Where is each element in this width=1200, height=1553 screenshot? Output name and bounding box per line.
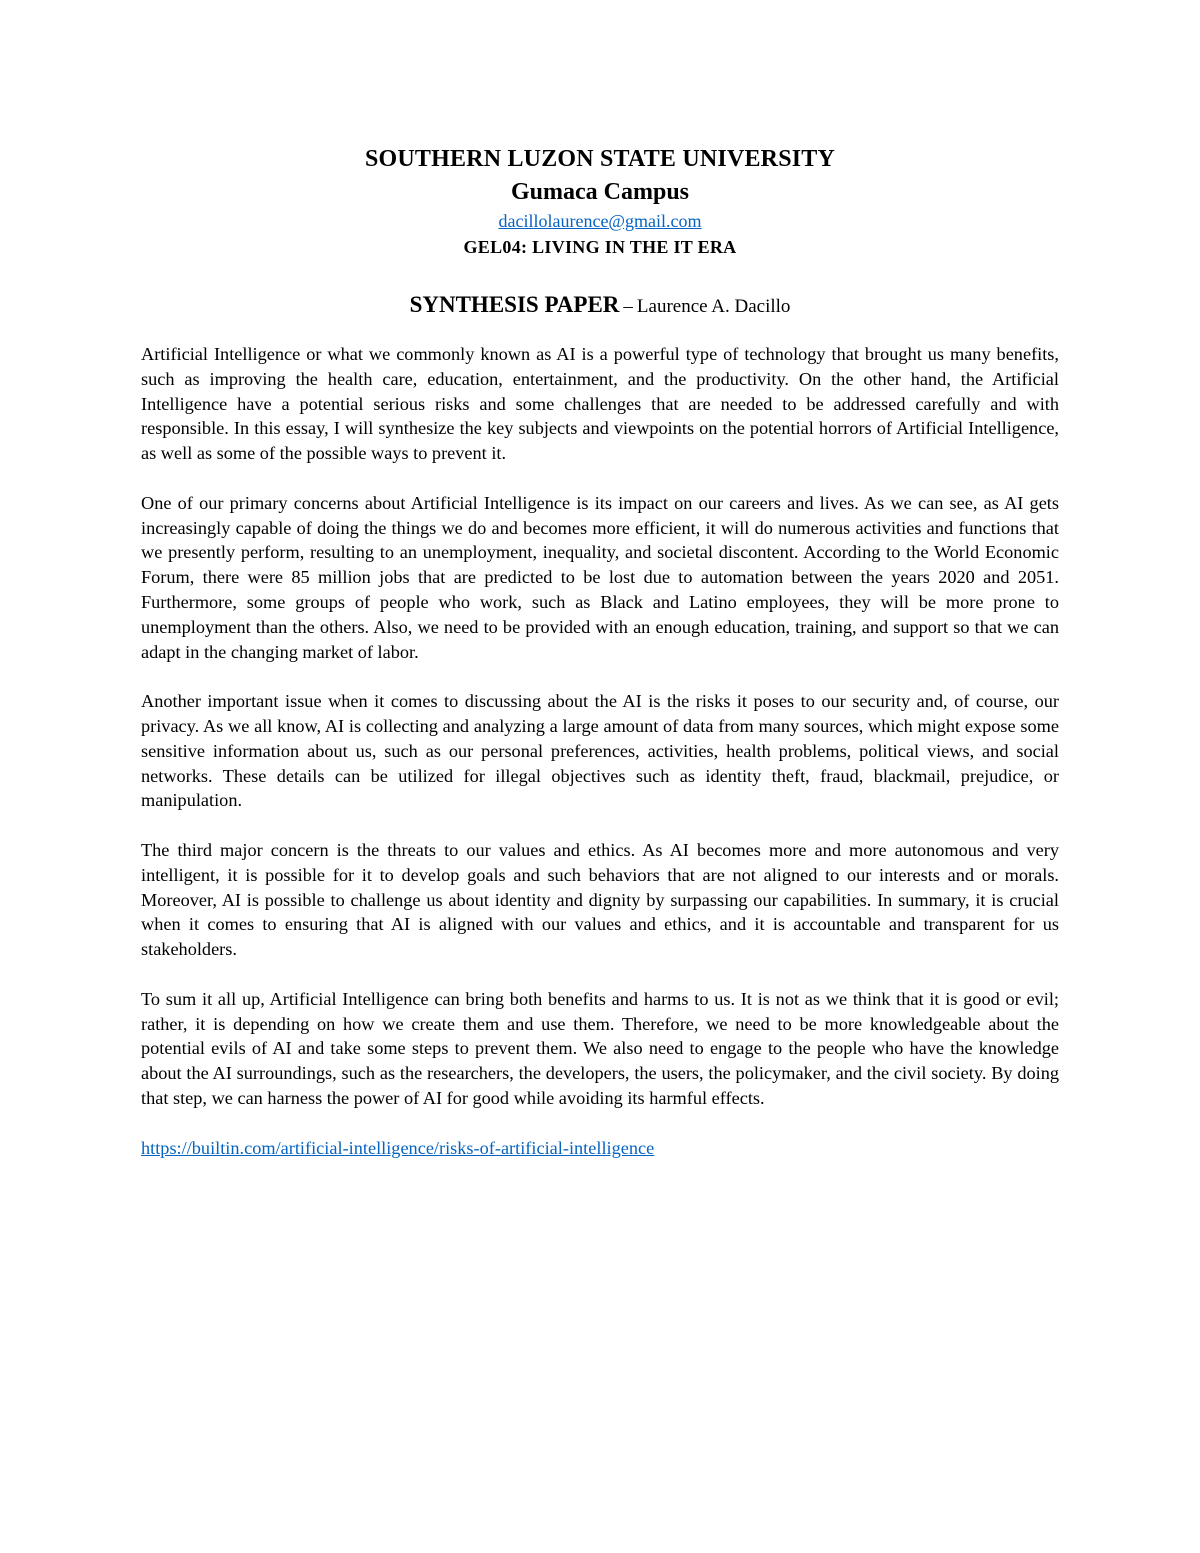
- author-name: Laurence A. Dacillo: [636, 296, 791, 317]
- paragraph-conclusion: To sum it all up, Artificial Intelligence can bring both benefits and harms to us. It is not as we think that it is good or evil; rather, it is depending on how we create them and use them. Therefore, we need to be more knowledgeable about the potential evils of AI and take some steps to prevent them. We also need to engage to the people who have the knowledge about the AI surroundings, such as the researchers, the developers, the users, the policymaker, and the civil society. By doing that step, we can harness the power of AI for good while avoiding its harmful effects.: [141, 988, 1059, 1108]
- paragraph-ethics: The third major concern is the threats to our values and ethics. As AI becomes more and more autonomous and very intelligent, it is possible for it to develop goals and such behaviors that are not aligned to our interests and or morals. Moreover, AI is possible to challenge us about identity and dignity by surpassing our capabilities. In summary, it is crucial when it comes to ensuring that AI is aligned with our values and ethics, and it is accountable and transparent for us stakeholders.: [141, 839, 1059, 960]
- email-link[interactable]: dacillolaurence@gmail.com: [498, 211, 702, 231]
- paper-type-label: SYNTHESIS PAPER: [409, 292, 620, 317]
- campus-name: Gumaca Campus: [510, 179, 690, 205]
- paragraph-privacy: Another important issue when it comes to discussing about the AI is the risks it poses to our security and, of course, our privacy. As we all know, AI is collecting and analyzing a large amount of data from many sources, which might expose some sensitive information about us, such as our personal preferences, activities, health problems, political views, and social networks. These details can be utilized for illegal objectives such as identity theft, fraud, blackmail, prejudice, or manipulation.: [141, 691, 1059, 811]
- title-separator: –: [623, 296, 633, 317]
- paragraph-employment: One of our primary concerns about Artificial Intelligence is its impact on our careers and lives. As we can see, as AI gets increasingly capable of doing the things we do and becomes more efficient, it will do numerous activities and functions that we presently perform, resulting to an unemployment, inequality, and societal discontent. According to the World Economic Forum, there were 85 million jobs that are predicted to be lost due to automation between the years 2020 and 2051. Furthermore, some groups of people who work, such as Black and Latino employees, they will be more prone to unemployment than the others. Also, we need to be provided with an enough education, training, and support so that we can adapt in the changing market of labor.: [141, 492, 1059, 662]
- reference-link[interactable]: https://builtin.com/artificial-intelligence/risks-of-artificial-intelligence: [141, 1137, 655, 1158]
- paper-title: [0, 288, 1200, 325]
- paragraph-introduction: Artificial Intelligence or what we commonly known as AI is a powerful type of technology that brought us many benefits, such as improving the health care, education, entertainment, and the productivity. On the other hand, the Artificial Intelligence have a potential serious risks and some challenges that are needed to be addressed carefully and with responsible. In this essay, I will synthesize the key subjects and viewpoints on the potential horrors of Artificial Intelligence, as well as some of the possible ways to prevent it.: [141, 344, 1059, 464]
- course-title: GEL04: LIVING IN THE IT ERA: [463, 237, 737, 257]
- university-name: SOUTHERN LUZON STATE UNIVERSITY: [364, 146, 836, 172]
- document-header: [0, 142, 1200, 260]
- essay-body: [141, 342, 1059, 1160]
